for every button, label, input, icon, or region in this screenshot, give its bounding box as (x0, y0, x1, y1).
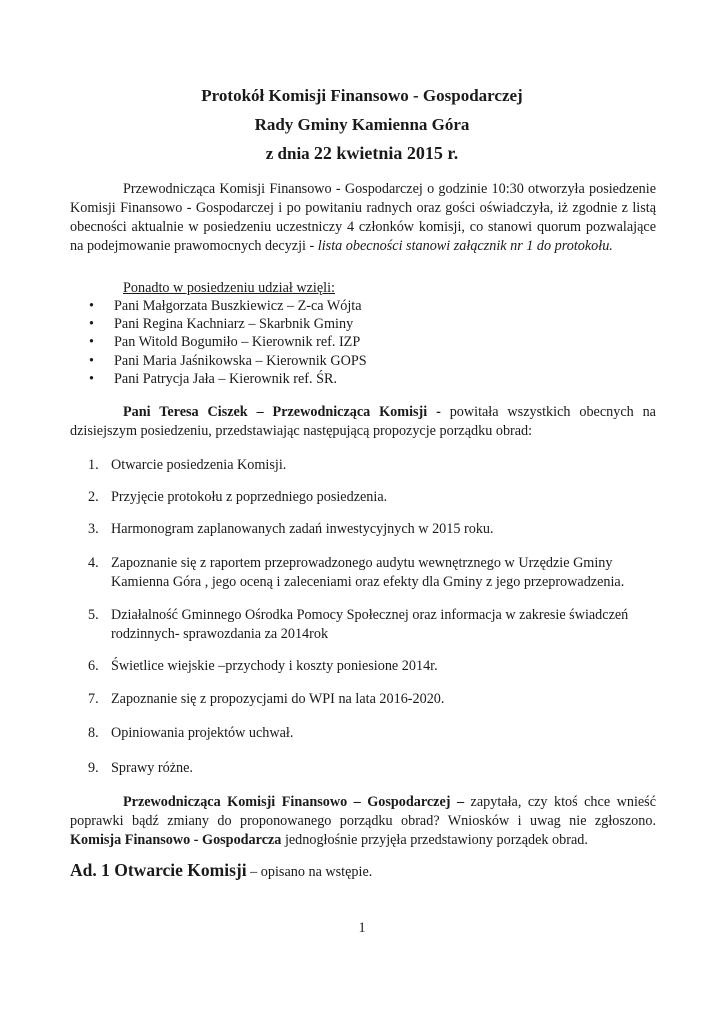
agenda-item (88, 690, 656, 709)
agenda-item-text: Otwarcie posiedzenia Komisji. (111, 457, 287, 473)
agenda-item-number: 9. (88, 760, 99, 776)
chair-intro-paragraph (70, 403, 656, 441)
attendance-item: • Pani Regina Kachniarz – Skarbnik Gminy (89, 315, 367, 333)
agenda-item-text: Opiniowania projektów uchwał. (111, 725, 294, 741)
ad1-line (70, 860, 372, 881)
title-date: 22 kwietnia 2015 r. (313, 143, 459, 163)
ad1-text: – opisano na wstępie. (246, 864, 373, 880)
commission-decision-text: jednogłośnie przyjęła przedstawiony porządek obrad. (281, 832, 588, 848)
attendance-item: • Pan Witold Bogumiło – Kierownik ref. IZP (89, 333, 367, 351)
ad1-heading: Ad. 1 Otwarcie Komisji (70, 860, 247, 880)
agenda-item-number: 3. (88, 521, 99, 537)
title-date-prefix: z dnia (265, 144, 314, 163)
agenda-item-number: 8. (88, 725, 99, 741)
attendance-list (89, 297, 367, 388)
agenda-item-text: Działalność Gminnego Ośrodka Pomocy Społecznej oraz informacja w zakresie świadczeń rodzinnych- sprawozdania za 2014rok (111, 607, 629, 642)
chair-question-paragraph (70, 793, 656, 850)
agenda-item-text: Zapoznanie się z raportem przeprowadzonego audytu wewnętrznego w Urzędzie Gminy Kamienna Góra , jego oceną i zaleceniami oraz efekty dla Gminy z jego przeprowadzenia. (111, 555, 625, 590)
page-number: 1 (358, 920, 366, 936)
chair-question-text: zapytała, czy ktoś chce wnieść poprawki bądź zmiany do proponowanego porządku obrad? Wniosków i uwag nie zgłoszono. (70, 794, 656, 829)
agenda-item (88, 606, 656, 644)
agenda-item-number: 6. (88, 658, 99, 674)
agenda-item (88, 456, 656, 475)
agenda-item-text: Zapoznanie się z propozycjami do WPI na lata 2016-2020. (111, 691, 445, 707)
attendance-item: • Pani Maria Jaśnikowska – Kierownik GOPS (89, 352, 367, 370)
chair-question-name: Przewodnicząca Komisji Finansowo – Gospodarczej – (123, 794, 465, 810)
agenda-item-number: 4. (88, 555, 99, 571)
title-line-3 (0, 143, 724, 164)
intro-italic-note: lista obecności stanowi załącznik nr 1 do protokołu. (317, 238, 613, 254)
agenda-item (88, 554, 656, 592)
agenda-item (88, 759, 656, 778)
agenda-item (88, 488, 656, 507)
chair-name: Pani Teresa Ciszek – Przewodnicząca Komisji - (123, 404, 441, 420)
title-line-2: Rady Gminy Kamienna Góra (254, 115, 470, 134)
agenda-item-text: Przyjęcie protokołu z poprzedniego posiedzenia. (111, 489, 388, 505)
attendance-heading: Ponadto w posiedzeniu udział wzięli: (123, 280, 335, 296)
attendance-item: • Pani Patrycja Jała – Kierownik ref. ŚR. (89, 370, 367, 388)
agenda-item-number: 5. (88, 607, 99, 623)
intro-paragraph (70, 180, 656, 256)
agenda-item-number: 7. (88, 691, 99, 707)
agenda-item-number: 2. (88, 489, 99, 505)
intro-text: Przewodnicząca Komisji Finansowo - Gospodarczej o godzinie 10:30 otworzyła posiedzenie Komisji Finansowo - Gospodarczej i po powitaniu radnych oraz gości oświadczyła, iż zgodnie z listą obecności aktualnie w posiedzeniu uczestniczy 4 członków komisji, co stanowi quorum pozwalające na podejmowanie prawomocnych decyzji - (70, 181, 656, 254)
attendance-item: • Pani Małgorzata Buszkiewicz – Z-ca Wójta (89, 297, 367, 315)
agenda-item (88, 724, 656, 743)
agenda-item-text: Świetlice wiejskie –przychody i koszty poniesione 2014r. (111, 658, 438, 674)
agenda-item (88, 520, 656, 539)
chair-intro-text: powitała wszystkich obecnych na dzisiejszym posiedzeniu, przedstawiając następującą propozycje porządku obrad: (70, 404, 656, 439)
commission-name: Komisja Finansowo - Gospodarcza (70, 832, 282, 848)
agenda-item-number: 1. (88, 457, 99, 473)
agenda-item-text: Harmonogram zaplanowanych zadań inwestycyjnych w 2015 roku. (111, 521, 494, 537)
agenda-item (88, 657, 656, 676)
title-line-1: Protokół Komisji Finansowo - Gospodarczej (201, 86, 523, 105)
agenda-item-text: Sprawy różne. (111, 760, 193, 776)
